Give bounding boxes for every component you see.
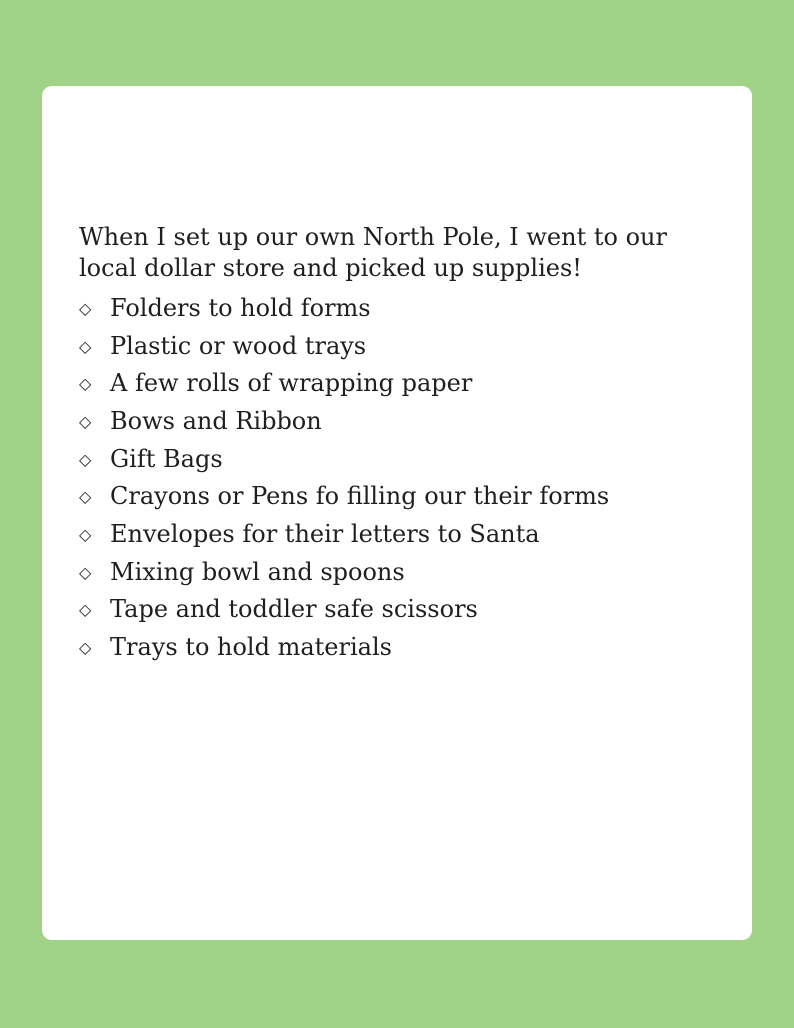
intro-paragraph: When I set up our own North Pole, I went to our local dollar store and picked up supplies!	[79, 223, 667, 282]
list-item-label: Envelopes for their letters to Santa	[110, 519, 540, 548]
list-item-label: Folders to hold forms	[110, 293, 371, 322]
diamond-bullet-icon: ◇	[79, 524, 92, 544]
diamond-bullet-icon: ◇	[79, 411, 92, 431]
content-card	[42, 86, 752, 940]
diamond-bullet-icon: ◇	[79, 449, 92, 469]
list-item	[79, 289, 609, 327]
list-item	[79, 628, 609, 666]
list-item	[79, 364, 609, 402]
diamond-bullet-icon: ◇	[79, 487, 92, 507]
diamond-bullet-icon: ◇	[79, 562, 92, 582]
list-item	[79, 477, 609, 515]
list-item	[79, 515, 609, 553]
list-item	[79, 327, 609, 365]
materials-list	[79, 289, 609, 666]
list-item-label: Plastic or wood trays	[110, 331, 367, 360]
list-item-label: Mixing bowl and spoons	[110, 557, 405, 586]
diamond-bullet-icon: ◇	[79, 298, 92, 318]
list-item	[79, 402, 609, 440]
diamond-bullet-icon: ◇	[79, 374, 92, 394]
list-item	[79, 591, 609, 629]
list-item	[79, 553, 609, 591]
list-item-label: A few rolls of wrapping paper	[110, 369, 473, 398]
list-item-label: Trays to hold materials	[110, 633, 392, 662]
list-item-label: Tape and toddler safe scissors	[110, 595, 478, 624]
list-item-label: Bows and Ribbon	[110, 406, 322, 435]
diamond-bullet-icon: ◇	[79, 638, 92, 658]
diamond-bullet-icon: ◇	[79, 336, 92, 356]
list-item-label: Gift Bags	[110, 444, 223, 473]
list-item-label: Crayons or Pens fo filling our their forms	[110, 482, 610, 511]
list-item	[79, 440, 609, 478]
diamond-bullet-icon: ◇	[79, 600, 92, 620]
